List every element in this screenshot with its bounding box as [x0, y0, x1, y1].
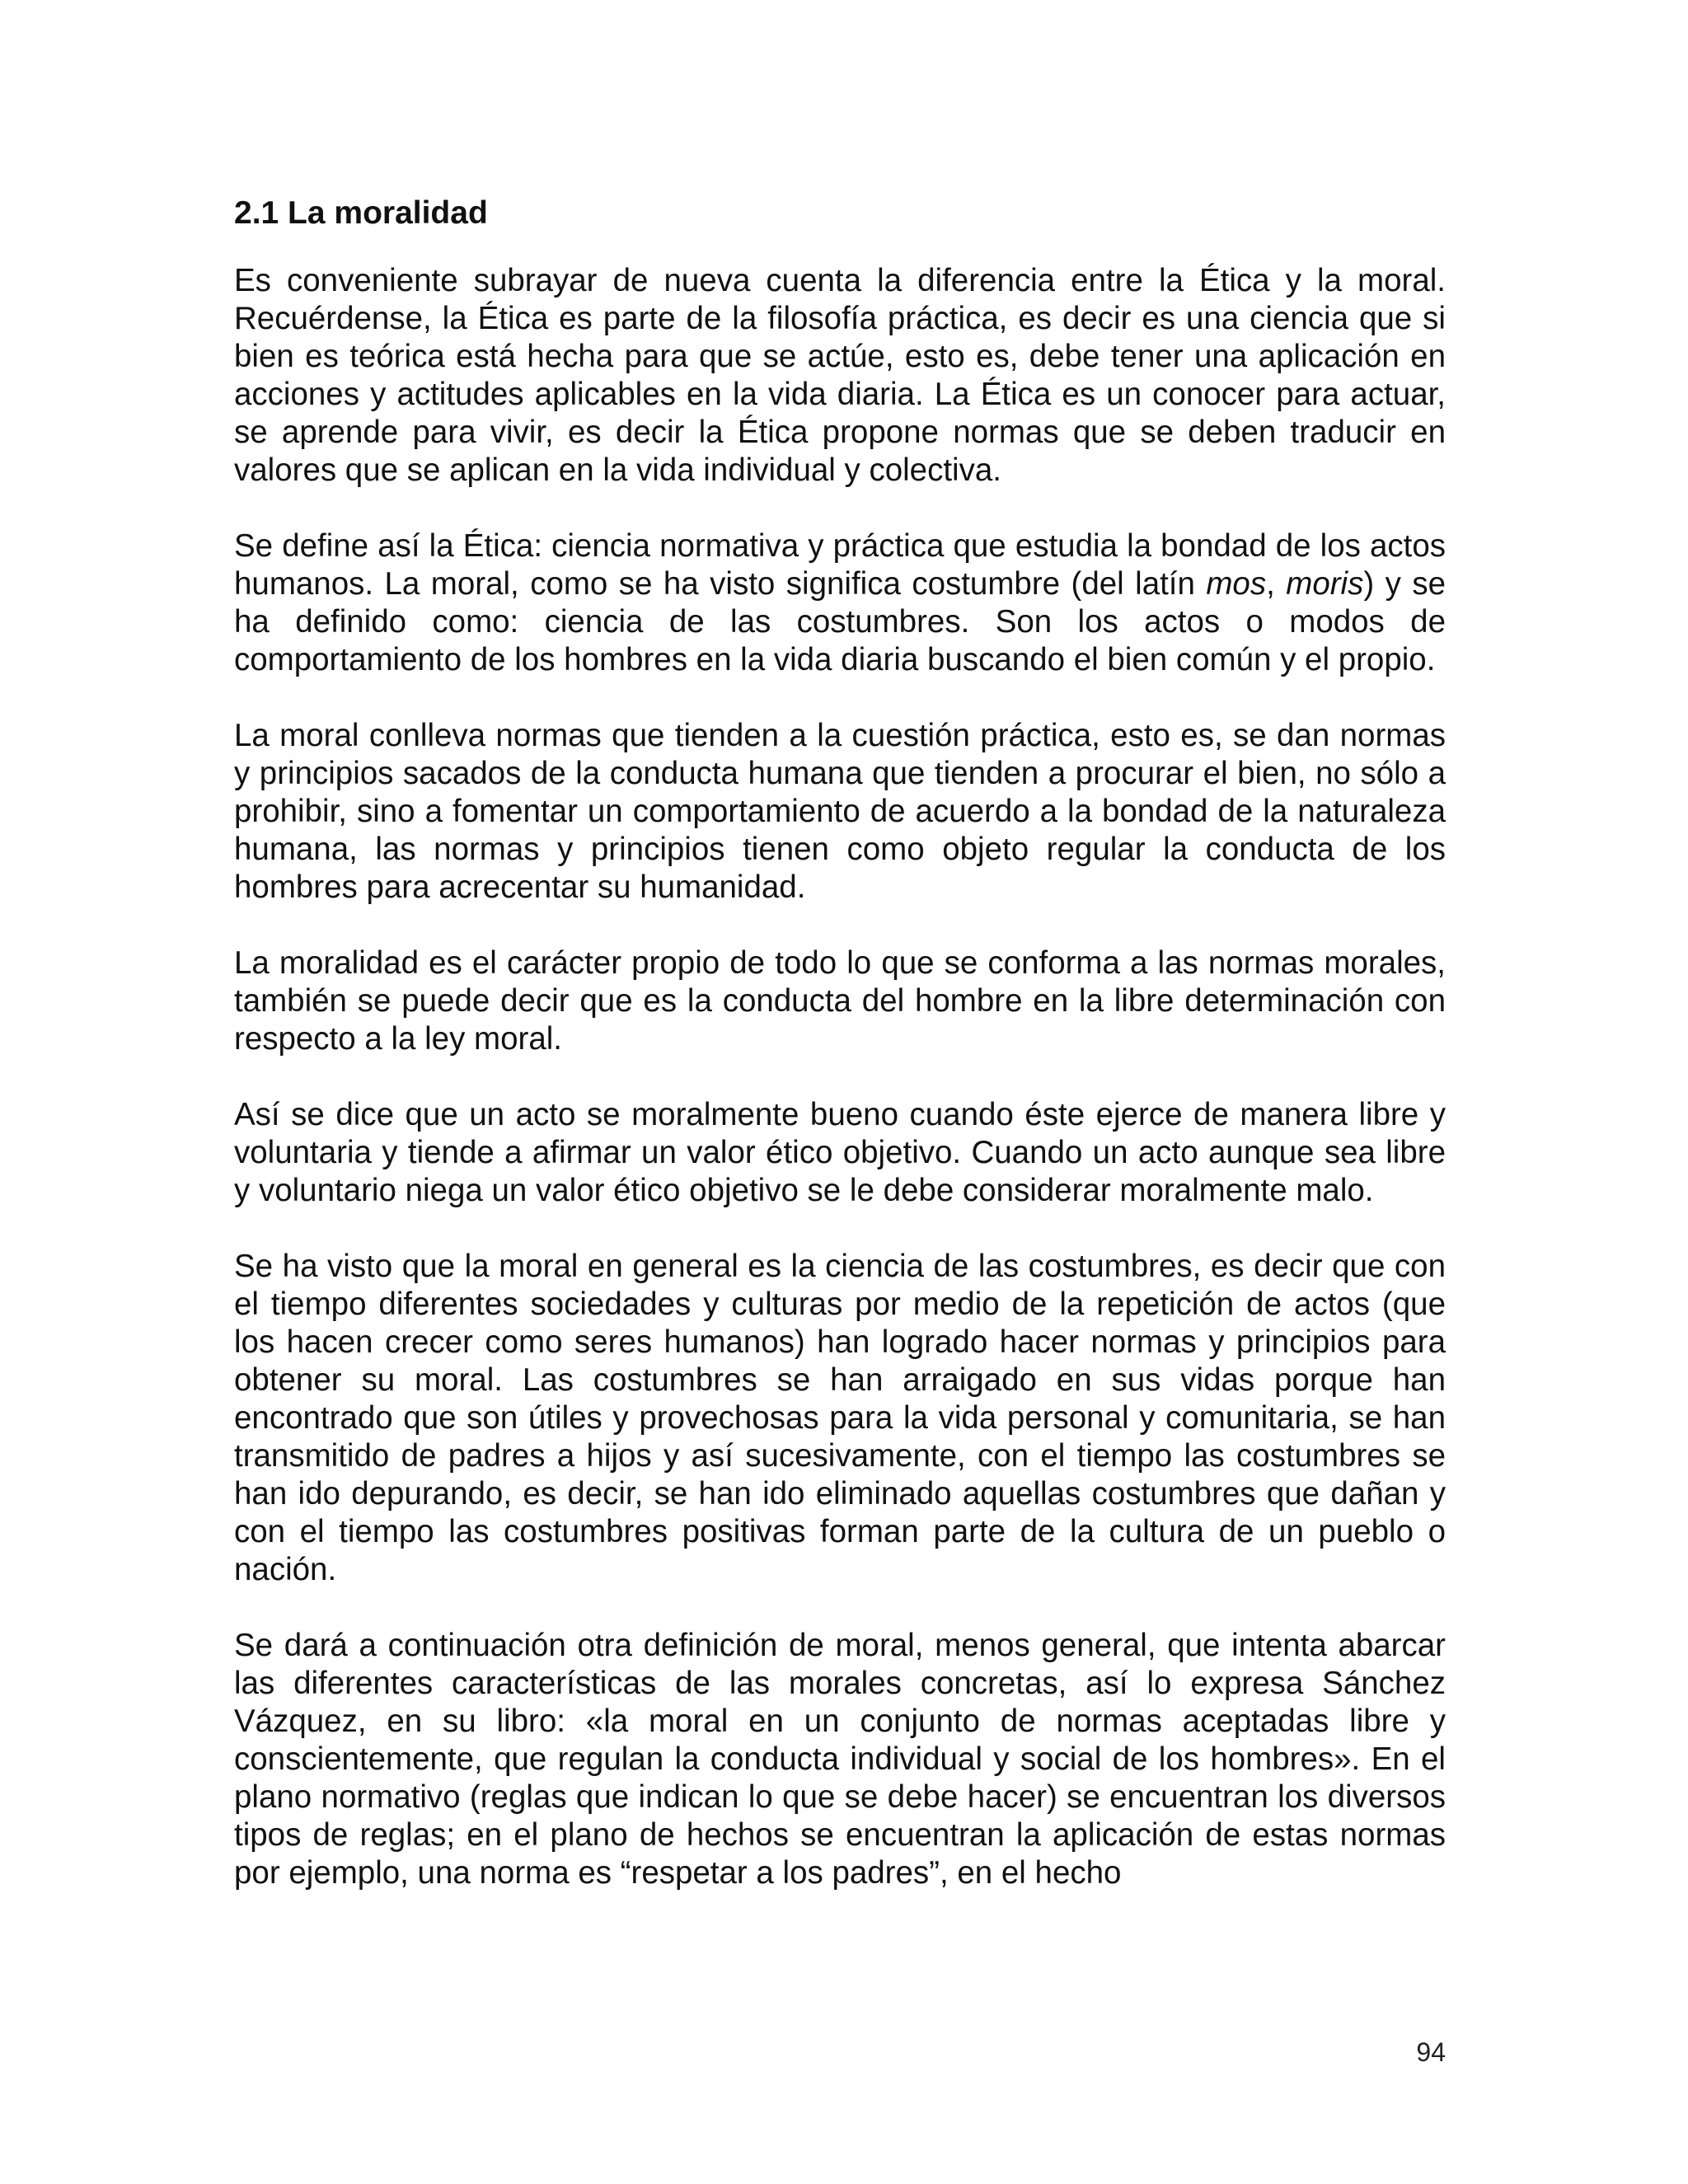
paragraph-2-latin-mos: mos [1206, 566, 1267, 602]
paragraph-2-text-c: ) y se ha definido como: ciencia de las costumbres. Son los actos o modos de comportamiento de los hombres en la vida diaria buscando el bien común y el propio. [234, 566, 1446, 677]
paragraph-2-latin-moris: moris [1286, 566, 1364, 602]
paragraph-1: Es conveniente subrayar de nueva cuenta la diferencia entre la Ética y la moral. Recuérdense, la Ética es parte de la filosofía práctica, es decir es una ciencia que si bien es teórica está hecha para que se actúe, esto es, debe tener una aplicación en acciones y actitudes aplicables en la vida diaria. La Ética es un conocer para actuar, se aprende para vivir, es decir la Ética propone normas que se deben traducir en valores que se aplican en la vida individual y colectiva. [234, 263, 1446, 488]
paragraph-7: Se dará a continuación otra definición de moral, menos general, que intenta abarcar las diferentes características de las morales concretas, así lo expresa Sánchez Vázquez, en su libro: «la moral en un conjunto de normas aceptadas libre y conscientemente, que regulan la conducta individual y social de los hombres». En el plano normativo (reglas que indican lo que se debe hacer) se encuentran los diversos tipos de reglas; en el plano de hechos se encuentran la aplicación de estas normas por ejemplo, una norma es “respetar a los padres”, en el hecho [234, 1628, 1446, 1891]
paragraph-4: La moralidad es el carácter propio de todo lo que se conforma a las normas morales, también se puede decir que es la conducta del hombre en la libre determinación con respecto a la ley moral. [234, 945, 1446, 1057]
paragraph-3: La moral conlleva normas que tienden a la cuestión práctica, esto es, se dan normas y principios sacados de la conducta humana que tienden a procurar el bien, no sólo a prohibir, sino a fomentar un comportamiento de acuerdo a la bondad de la naturaleza humana, las normas y principios tienen como objeto regular la conducta de los hombres para acrecentar su humanidad. [234, 718, 1446, 905]
paragraph-2-text-a: Se define así la Ética: ciencia normativa y práctica que estudia la bondad de los actos humanos. La moral, como se ha visto significa costumbre (del latín [234, 528, 1446, 602]
paragraph-2 [234, 527, 1446, 679]
paragraph-5: Así se dice que un acto se moralmente bueno cuando éste ejerce de manera libre y voluntaria y tiende a afirmar un valor ético objetivo. Cuando un acto aunque sea libre y voluntario niega un valor ético objetivo se le debe considerar moralmente malo. [234, 1097, 1446, 1208]
paragraph-6: Se ha visto que la moral en general es la ciencia de las costumbres, es decir que con el tiempo diferentes sociedades y culturas por medio de la repetición de actos (que los hacen crecer como seres humanos) han logrado hacer normas y principios para obtener su moral. Las costumbres se han arraigado en sus vidas porque han encontrado que son útiles y provechosas para la vida personal y comunitaria, se han transmitido de padres a hijos y así sucesivamente, con el tiempo las costumbres se han ido depurando, es decir, se han ido eliminado aquellas costumbres que dañan y con el tiempo las costumbres positivas forman parte de la cultura de un pueblo o nación. [234, 1249, 1446, 1587]
page-number: 94 [1416, 2037, 1446, 2067]
page-content [234, 194, 1446, 1930]
paragraph-2-text-b: , [1266, 566, 1287, 602]
section-heading: 2.1 La moralidad [234, 195, 488, 231]
